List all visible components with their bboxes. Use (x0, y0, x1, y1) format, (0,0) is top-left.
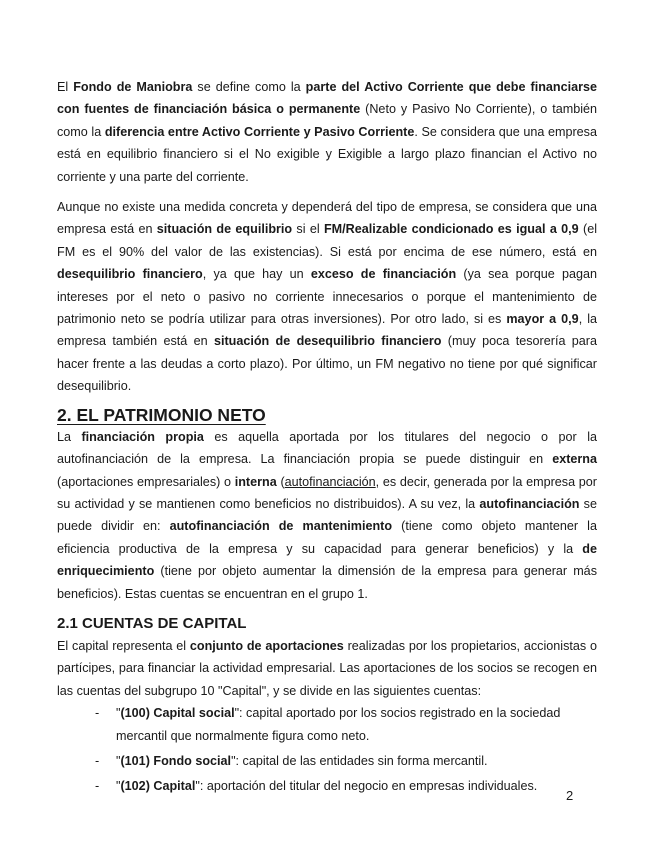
text: (el FM es el 90% del valor de las existencias). Si está por encima de ese número, está en (57, 222, 597, 259)
text: , ya que hay un (202, 267, 311, 282)
section-heading-patrimonio-neto (57, 404, 597, 426)
text: La (57, 429, 82, 444)
text: ": capital aportado por los socios registrado en la sociedad mercantil que normalmente figura como neto. (116, 706, 561, 743)
bold-term: (101) Fondo social (120, 753, 232, 768)
text: es aquella aportada por los titulares del negocio o por la autofinanciación de la empresa. La financiación propia se puede distinguir en (57, 429, 598, 467)
bold-term: mayor a 0,9 (506, 312, 579, 327)
page-number: 2 (566, 788, 574, 803)
text: El (57, 80, 74, 94)
text: , es decir, generada por la empresa por su actividad y se mantienen como beneficios no distribuidos). A su vez, la (57, 474, 597, 511)
text: (ya sea porque pagan intereses por el neto o pasivo no corriente innecesarios o porque el mantenimiento de patrimonio neto se podría utilizar para otras inversiones). Por otro lado, si es (57, 267, 598, 327)
text: ": aportación del titular del negocio en empresas individuales. (195, 779, 538, 794)
bold-term: (102) Capital (120, 779, 196, 794)
text: realizadas por los propietarios, accionistas o partícipes, para financiar la actividad empresarial. Las aportaciones de los socios se recogen en las cuentas del subgrupo 10 "Capital", y se divide en las siguientes cuentas: (57, 638, 597, 698)
bold-term: (100) Capital social (120, 706, 235, 721)
text: Aunque no existe una medida concreta y dependerá del tipo de empresa, se considera que una empresa está en (57, 200, 597, 237)
section-heading-cuentas-capital (57, 613, 597, 635)
text: ( (276, 474, 285, 489)
paragraph-fondo-maniobra (57, 76, 597, 188)
paragraph-capital (57, 635, 597, 702)
bold-term: de enriquecimiento (57, 541, 597, 579)
list-item (57, 775, 597, 797)
quote-mark: " (116, 753, 121, 768)
bold-term: financiación propia (81, 429, 204, 444)
dash-bullet: - (95, 753, 100, 768)
text: . Se considera que una empresa está en equilibrio financiero si el No exigible y Exigible a largo plazo financian el Activo no corriente y una parte del corriente. (57, 124, 597, 184)
text: si el (292, 222, 324, 237)
text: (Neto y Pasivo No Corriente), o también como la (57, 102, 598, 139)
list-item (57, 750, 597, 772)
bold-term: autofinanciación de mantenimiento (169, 519, 393, 534)
bold-term: externa (552, 452, 597, 467)
bold-term: autofinanciación (479, 496, 580, 511)
text: ": capital de las entidades sin forma mercantil. (231, 753, 488, 768)
paragraph-financiacion-propia (57, 426, 597, 605)
bold-term: interna (234, 474, 277, 489)
bold-term: parte del Activo Corriente que debe financiarse con fuentes de financiación básica o permanente (57, 80, 597, 117)
text: se puede dividir en: (57, 496, 597, 534)
quote-mark: " (116, 779, 121, 794)
text: (muy poca tesorería para hacer frente a las deudas a corto plazo). Por último, un FM negativo no tiene por qué significar desequilibrio. (57, 334, 597, 394)
text: , la empresa también está en (57, 312, 597, 349)
underlined-term: autofinanciación (284, 474, 376, 489)
bold-term: situación de desequilibrio financiero (213, 334, 442, 349)
bold-term: Fondo de Maniobra (73, 80, 193, 94)
dash-bullet: - (95, 706, 100, 721)
heading-text: 2.1 CUENTAS DE CAPITAL (57, 614, 247, 632)
quote-mark: " (116, 706, 121, 721)
bold-term: situación de equilibrio (156, 222, 293, 237)
text: (aportaciones empresariales) o (57, 474, 235, 489)
list-item (57, 702, 597, 747)
text: (tiene como objeto mantener la eficiencia productiva de la empresa y su capacidad para generar beneficios) y la (57, 519, 597, 556)
text: (tiene por objeto aumentar la dimensión de la empresa para generar más beneficios). Estas cuentas se encuentran en el grupo 1. (57, 564, 597, 601)
dash-bullet: - (95, 779, 100, 794)
bold-term: FM/Realizable condicionado es igual a 0,9 (323, 222, 579, 237)
bold-term: desequilibrio financiero (57, 267, 203, 282)
heading-text: 2. EL PATRIMONIO NETO (57, 404, 266, 425)
bold-term: exceso de financiación (310, 267, 457, 282)
bold-term: diferencia entre Activo Corriente y Pasivo Corriente (104, 124, 415, 139)
text: se define como la (192, 80, 306, 94)
paragraph-equilibrio (57, 196, 597, 398)
document-page (57, 76, 597, 801)
accounts-list (57, 702, 597, 798)
text: El capital representa el (57, 638, 190, 653)
bold-term: conjunto de aportaciones (189, 638, 344, 653)
